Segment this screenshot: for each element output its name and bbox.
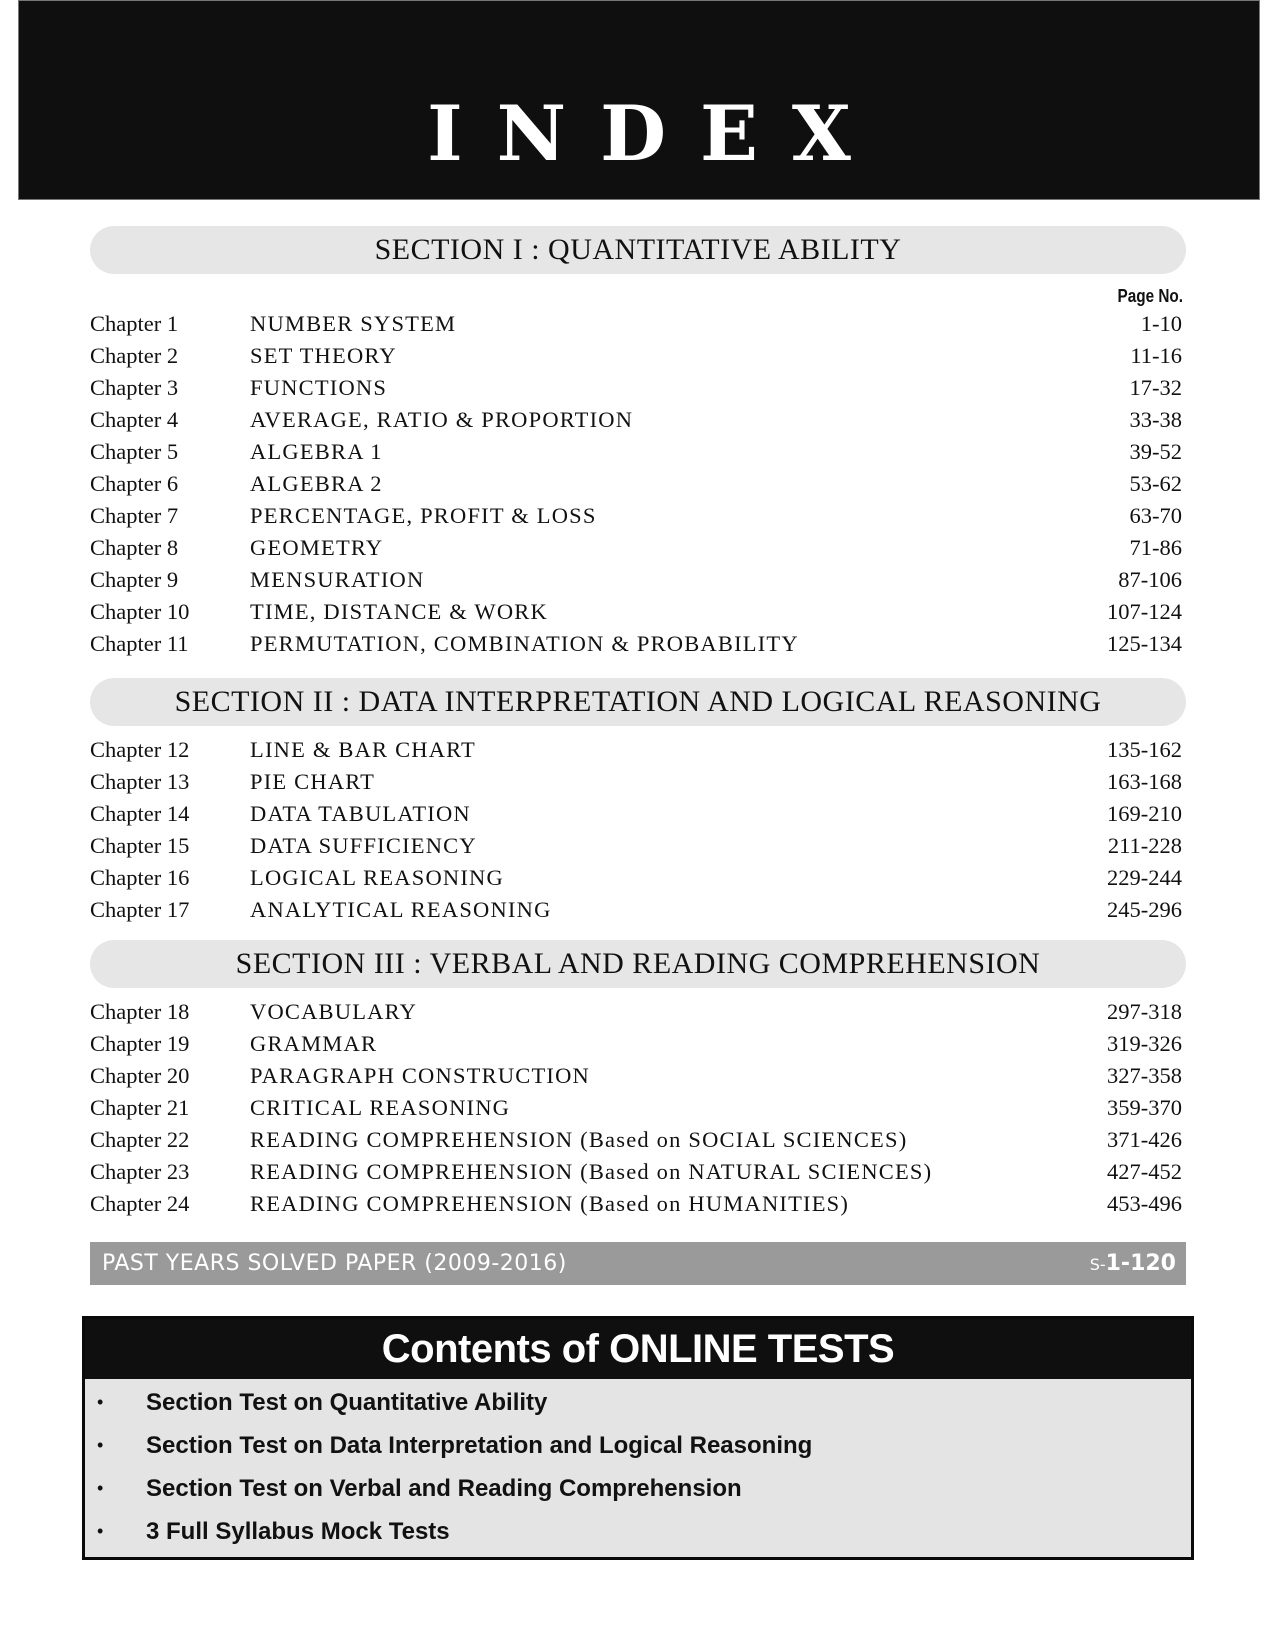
chapter-row [90,372,1182,404]
chapter-title: AVERAGE, RATIO & PROPORTION [250,407,634,432]
chapter-pages: 163-168 [1107,769,1182,794]
chapter-title: VOCABULARY [250,999,418,1024]
chapter-pages: 1-10 [1140,311,1182,336]
chapter-row [90,596,1182,628]
list-item [85,1510,1191,1553]
bullet-icon: • [97,1435,104,1455]
chapter-pages: 63-70 [1129,503,1182,528]
chapter-pages: 87-106 [1118,567,1182,592]
chapter-number: Chapter 23 [90,1159,190,1184]
chapter-number: Chapter 10 [90,599,190,624]
chapter-number: Chapter 16 [90,865,190,890]
chapter-number: Chapter 2 [90,343,179,368]
chapter-title: ANALYTICAL REASONING [250,897,552,922]
chapter-number: Chapter 5 [90,439,179,464]
chapter-number: Chapter 12 [90,737,190,762]
chapter-pages: 359-370 [1107,1095,1182,1120]
chapter-pages: 229-244 [1107,865,1182,890]
chapter-number: Chapter 8 [90,535,179,560]
chapter-row [90,564,1182,596]
list-item [85,1381,1191,1424]
chapter-pages: 71-86 [1129,535,1182,560]
chapter-pages: 169-210 [1107,801,1182,826]
chapter-number: Chapter 18 [90,999,190,1024]
chapter-title: SET THEORY [250,343,397,368]
page-no-label: Page No. [1117,286,1183,306]
chapter-pages: 245-296 [1107,897,1182,922]
online-test-label: Section Test on Verbal and Reading Comprehension [146,1475,742,1502]
chapter-row [90,996,1182,1028]
chapter-pages: 371-426 [1107,1127,1182,1152]
list-item [85,1424,1191,1467]
chapter-row [90,1028,1182,1060]
chapter-row [90,532,1182,564]
chapter-row [90,894,1182,926]
chapter-pages: 33-38 [1129,407,1182,432]
chapter-title: TIME, DISTANCE & WORK [250,599,548,624]
chapter-number: Chapter 4 [90,407,179,432]
chapter-pages: 135-162 [1107,737,1182,762]
chapter-title: READING COMPREHENSION (Based on HUMANITIES) [250,1191,850,1216]
online-tests-title: Contents of ONLINE TESTS [85,1319,1191,1379]
online-tests-box [82,1316,1194,1560]
chapter-number: Chapter 20 [90,1063,190,1088]
chapter-pages: 53-62 [1129,471,1182,496]
chapter-pages: 11-16 [1130,343,1182,368]
chapter-row [90,404,1182,436]
list-item [85,1467,1191,1510]
past-papers-prefix: S- [1089,1255,1106,1274]
chapter-row [90,1092,1182,1124]
bullet-icon: • [97,1392,104,1412]
chapter-title: CRITICAL REASONING [250,1095,511,1120]
chapter-row [90,1188,1182,1220]
chapter-title: PARAGRAPH CONSTRUCTION [250,1063,591,1088]
chapter-title: DATA TABULATION [250,801,471,826]
past-papers-bar [90,1242,1186,1285]
chapter-title: READING COMPREHENSION (Based on NATURAL SCIENCES) [250,1159,933,1184]
chapter-title: ALGEBRA 1 [250,439,383,464]
chapter-row [90,628,1182,660]
section-1-heading: SECTION I : QUANTITATIVE ABILITY [90,226,1186,274]
chapter-title: PERCENTAGE, PROFIT & LOSS [250,503,597,528]
chapter-number: Chapter 11 [90,631,189,656]
chapter-row [90,766,1182,798]
past-papers-range: 1-120 [1105,1251,1176,1276]
past-papers-label: PAST YEARS SOLVED PAPER (2009-2016) [102,1251,567,1276]
section-2-heading: SECTION II : DATA INTERPRETATION AND LOGICAL REASONING [90,678,1186,726]
chapter-number: Chapter 19 [90,1031,190,1056]
chapter-pages: 297-318 [1107,999,1182,1024]
chapter-number: Chapter 21 [90,1095,190,1120]
chapter-row [90,308,1182,340]
chapter-pages: 211-228 [1107,833,1182,858]
chapter-title: MENSURATION [250,567,425,592]
chapter-title: ALGEBRA 2 [250,471,383,496]
chapter-row [90,1060,1182,1092]
chapter-pages: 125-134 [1107,631,1182,656]
bullet-icon: • [97,1478,104,1498]
chapter-title: NUMBER SYSTEM [250,311,457,336]
section-1-chapter-list [90,308,1182,660]
chapter-pages: 17-32 [1129,375,1182,400]
chapter-pages: 107-124 [1107,599,1182,624]
chapter-number: Chapter 6 [90,471,179,496]
chapter-title: PERMUTATION, COMBINATION & PROBABILITY [250,631,799,656]
chapter-title: LOGICAL REASONING [250,865,504,890]
chapter-number: Chapter 15 [90,833,190,858]
chapter-row [90,734,1182,766]
chapter-row [90,830,1182,862]
chapter-pages: 327-358 [1107,1063,1182,1088]
chapter-title: FUNCTIONS [250,375,388,400]
online-test-label: Section Test on Data Interpretation and Logical Reasoning [146,1432,813,1459]
chapter-number: Chapter 24 [90,1191,190,1216]
chapter-row [90,436,1182,468]
chapter-number: Chapter 17 [90,897,190,922]
chapter-title: GEOMETRY [250,535,384,560]
page-title: INDEX [427,89,885,178]
chapter-title: READING COMPREHENSION (Based on SOCIAL SCIENCES) [250,1127,908,1152]
chapter-title: PIE CHART [250,769,376,794]
chapter-row [90,798,1182,830]
chapter-number: Chapter 1 [90,311,179,336]
section-2-chapter-list [90,734,1182,926]
chapter-number: Chapter 7 [90,503,179,528]
bullet-icon: • [97,1521,104,1541]
online-test-label: 3 Full Syllabus Mock Tests [146,1518,450,1545]
chapter-row [90,1156,1182,1188]
chapter-title: DATA SUFFICIENCY [250,833,477,858]
chapter-pages: 453-496 [1107,1191,1182,1216]
chapter-title: LINE & BAR CHART [250,737,476,762]
section-3-heading: SECTION III : VERBAL AND READING COMPREHENSION [90,940,1186,988]
online-test-label: Section Test on Quantitative Ability [146,1389,548,1416]
chapter-number: Chapter 22 [90,1127,190,1152]
chapter-row [90,1124,1182,1156]
chapter-pages: 319-326 [1107,1031,1182,1056]
chapter-row [90,340,1182,372]
chapter-pages: 39-52 [1129,439,1182,464]
chapter-row [90,862,1182,894]
chapter-number: Chapter 3 [90,375,179,400]
online-tests-list [85,1381,1191,1553]
chapter-title: GRAMMAR [250,1031,378,1056]
chapter-pages: 427-452 [1107,1159,1182,1184]
past-papers-pages [1090,1242,1176,1286]
chapter-row [90,468,1182,500]
chapter-row [90,500,1182,532]
index-header [18,0,1260,200]
chapter-number: Chapter 13 [90,769,190,794]
chapter-number: Chapter 9 [90,567,179,592]
section-3-chapter-list [90,996,1182,1220]
chapter-number: Chapter 14 [90,801,190,826]
